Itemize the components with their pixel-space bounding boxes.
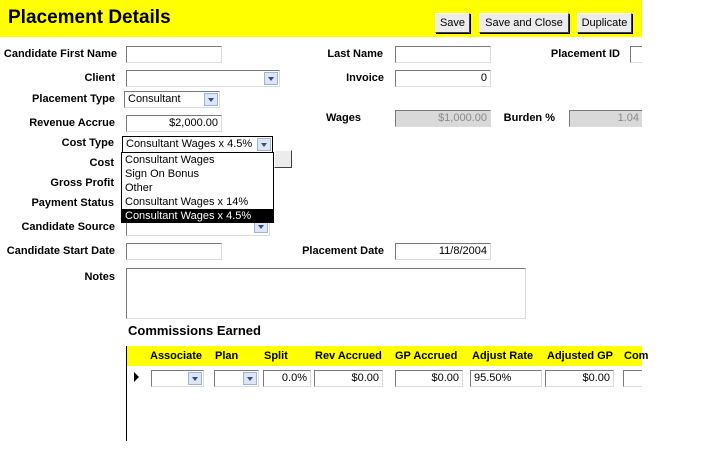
cost-type-value: Consultant Wages x 4.5% [126, 138, 253, 150]
candidate-first-name-label: Candidate First Name [3, 48, 117, 60]
column-header-gp-accrued[interactable]: GP Accrued [395, 350, 458, 362]
client-label: Client [84, 72, 115, 84]
adjusted-gp-field[interactable]: $0.00 [545, 370, 614, 387]
payment-status-label: Payment Status [31, 197, 114, 209]
column-header-split[interactable]: Split [264, 350, 288, 362]
gross-profit-label: Gross Profit [50, 177, 114, 189]
wages-label: Wages [325, 112, 361, 124]
placement-id-field[interactable] [630, 46, 642, 63]
dropdown-option[interactable]: Consultant Wages x 14% [125, 196, 249, 208]
plan-select[interactable] [214, 370, 259, 387]
row-selector-arrow-icon[interactable] [128, 368, 146, 386]
chevron-down-icon[interactable] [257, 138, 271, 151]
cost-type-dropdown-list [121, 152, 274, 223]
dropdown-option[interactable]: Sign On Bonus [125, 168, 199, 180]
placement-date-label: Placement Date [302, 245, 384, 257]
dropdown-option-selected[interactable]: Consultant Wages x 4.5% [122, 209, 273, 223]
save-button[interactable]: Save [435, 13, 470, 33]
candidate-start-date-field[interactable] [126, 243, 222, 260]
dropdown-option[interactable]: Other [125, 182, 153, 194]
candidate-source-label: Candidate Source [21, 221, 115, 233]
cost-type-select[interactable] [122, 136, 273, 153]
split-field[interactable]: 0.0% [263, 370, 311, 387]
placement-type-label: Placement Type [32, 93, 115, 105]
cost-label: Cost [89, 157, 114, 169]
gp-accrued-field[interactable]: $0.00 [395, 370, 463, 387]
placement-type-value: Consultant [128, 93, 181, 105]
placement-date-field[interactable]: 11/8/2004 [395, 243, 491, 260]
column-header-com[interactable]: Com [624, 350, 649, 362]
com-field[interactable] [623, 370, 642, 387]
placement-type-select[interactable] [124, 91, 220, 108]
wages-field: $1,000.00 [395, 110, 491, 127]
column-header-adjusted-gp[interactable]: Adjusted GP [547, 350, 614, 362]
column-header-associate[interactable]: Associate [150, 350, 202, 362]
commissions-grid-header [127, 346, 649, 366]
revenue-accrue-label: Revenue Accrue [29, 117, 115, 129]
column-header-rev-accrued[interactable]: Rev Accrued [315, 350, 382, 362]
adjust-rate-field[interactable]: 95.50% [470, 370, 542, 387]
chevron-down-icon[interactable] [204, 93, 218, 106]
notes-label: Notes [84, 271, 115, 283]
last-name-field[interactable] [395, 46, 491, 63]
placement-id-label: Placement ID [550, 48, 620, 60]
invoice-label: Invoice [346, 72, 384, 84]
duplicate-button[interactable]: Duplicate [577, 13, 632, 33]
candidate-start-date-label: Candidate Start Date [6, 245, 115, 257]
invoice-field[interactable]: 0 [395, 70, 491, 87]
dropdown-option[interactable]: Consultant Wages [125, 154, 215, 166]
chevron-down-icon[interactable] [243, 372, 257, 385]
rev-accrued-field[interactable]: $0.00 [314, 370, 383, 387]
cost-side-button[interactable] [274, 150, 292, 168]
client-select[interactable] [126, 70, 280, 87]
commissions-title: Commissions Earned [128, 323, 261, 338]
candidate-first-name-field[interactable] [126, 46, 222, 63]
save-and-close-button[interactable]: Save and Close [479, 13, 569, 33]
page-title: Placement Details [8, 7, 171, 28]
chevron-down-icon[interactable] [188, 372, 202, 385]
revenue-accrue-field[interactable]: $2,000.00 [126, 115, 222, 132]
associate-select[interactable] [151, 370, 204, 387]
chevron-down-icon[interactable] [264, 72, 278, 85]
notes-textarea[interactable] [126, 268, 526, 319]
last-name-label: Last Name [327, 48, 383, 60]
cost-type-label: Cost Type [61, 137, 114, 149]
burden-field: 1.04 [569, 110, 642, 127]
burden-label: Burden % [503, 112, 555, 124]
column-header-adjust-rate[interactable]: Adjust Rate [472, 350, 534, 362]
column-header-plan[interactable]: Plan [215, 350, 239, 362]
